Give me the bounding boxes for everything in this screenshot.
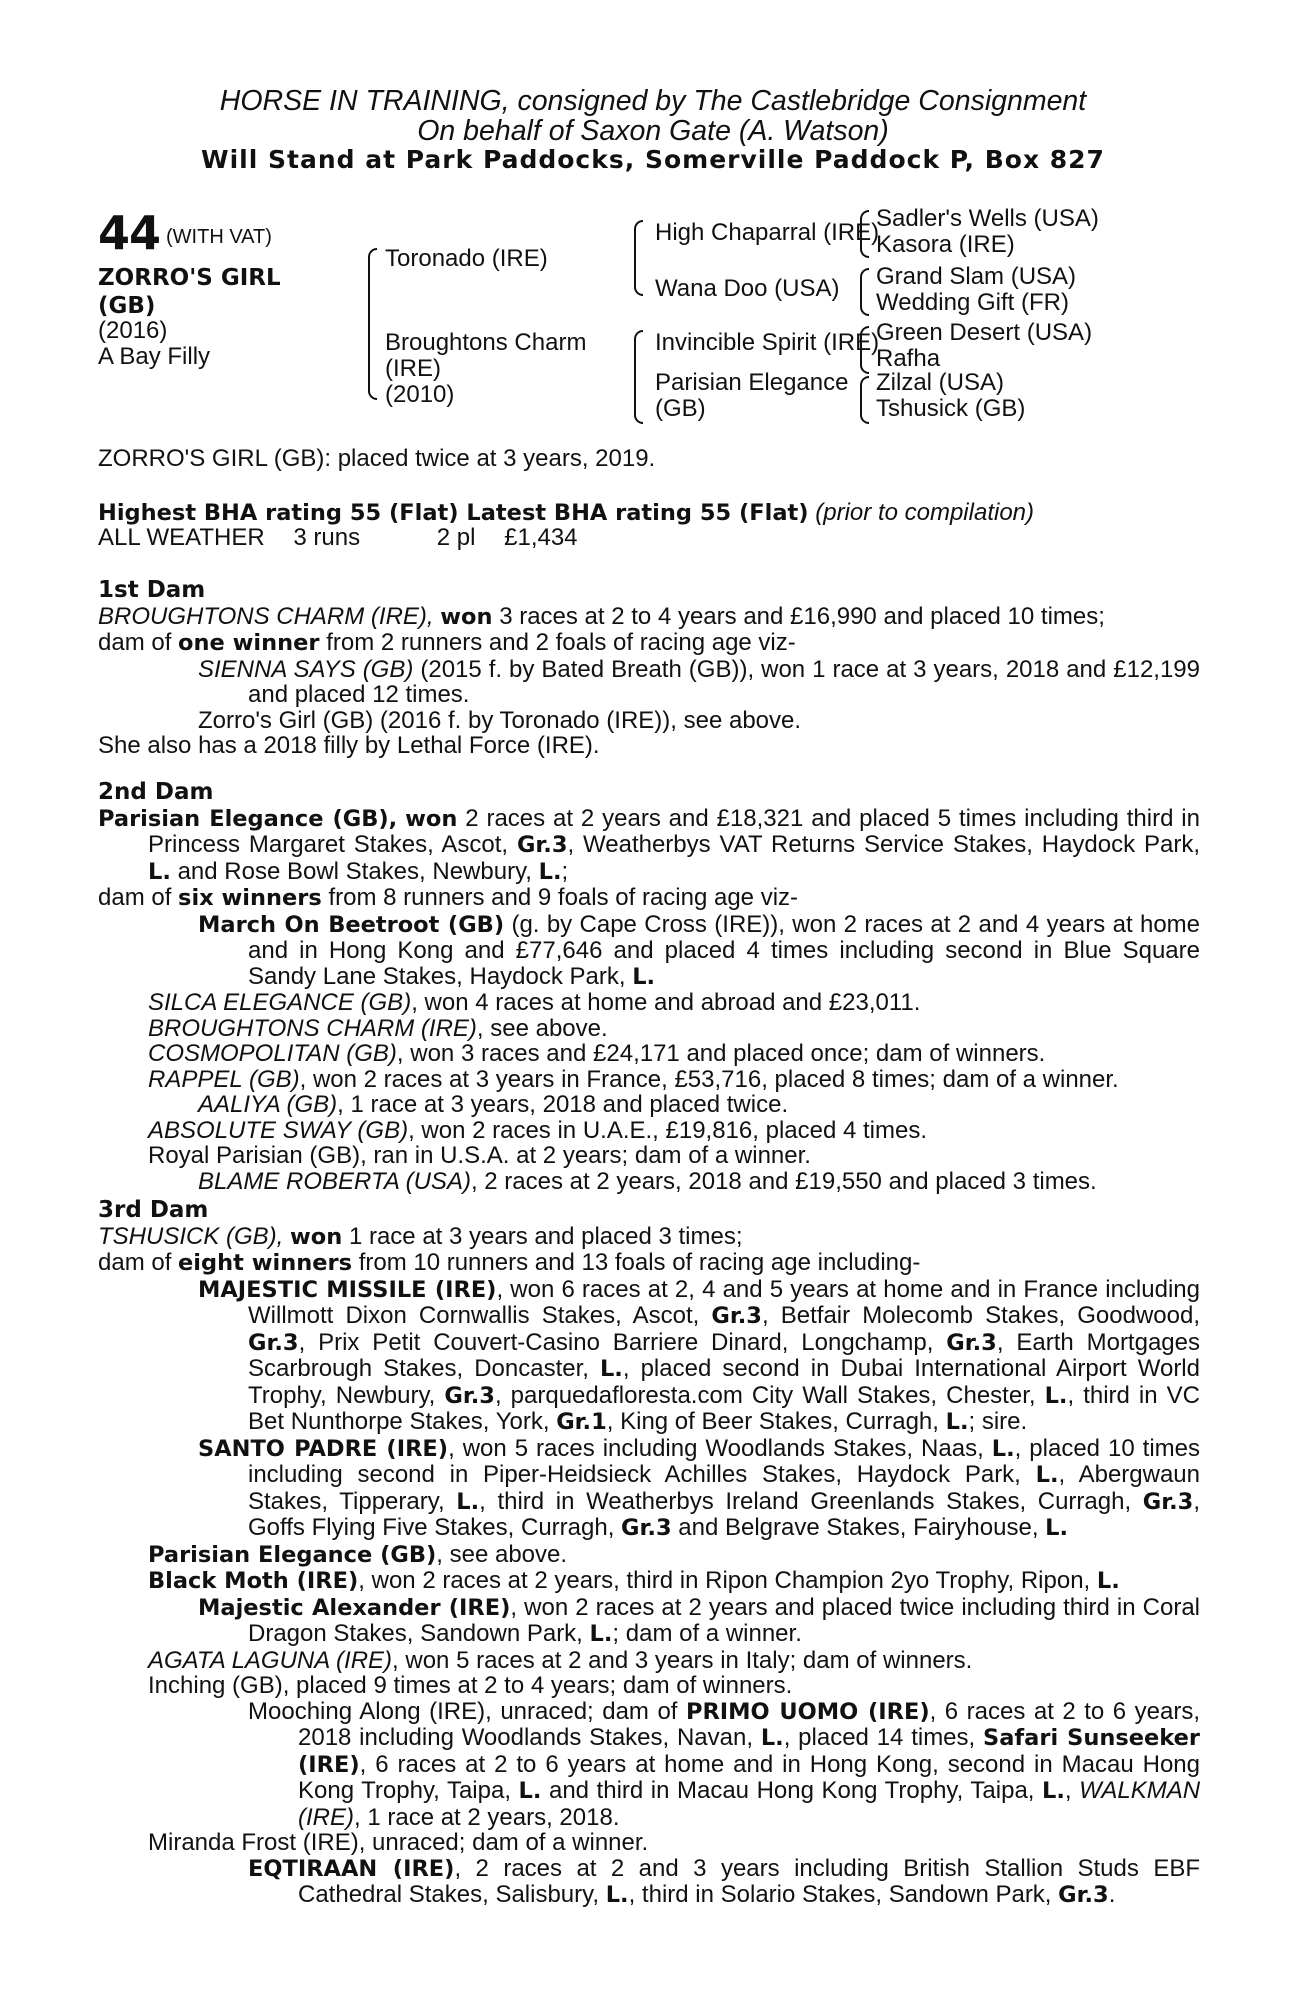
surface-record [98, 525, 1200, 551]
foaling-year: (2016) [98, 317, 168, 344]
produce-eqtiraan: EQTIRAAN (IRE), 2 races at 2 and 3 years including British Stallion Studs EBF Cathedral Stakes, Salisbury, L., third in Solario Stakes, Sandown Park, Gr.3. [248, 1854, 1200, 1908]
produce-black-moth: Black Moth (IRE), won 2 races at 2 years, third in Ripon Champion 2yo Trophy, Ripon, L. [148, 1567, 1120, 1594]
produce-2018-filly: She also has a 2018 filly by Lethal Force (IRE). [98, 732, 600, 759]
horse-name: ZORRO'S GIRL (GB) [98, 265, 281, 319]
dam-sire-sire: Green Desert (USA) [876, 319, 1093, 346]
runs: 3 runs [293, 524, 361, 551]
produce-march-on-beetroot: March On Beetroot (GB) (g. by Cape Cross (IRE)), won 2 races at 2 and 4 years at home and in Hong Kong and £77,646 and placed 4 times including second in Blue Square Sandy Lane Stakes, Haydock Park, L. [198, 910, 1201, 990]
sire-sire: High Chaparral (IRE) [655, 219, 880, 246]
second-dam-section [98, 780, 1200, 1194]
produce-parisian-elegance: Parisian Elegance (GB), see above. [148, 1540, 568, 1568]
first-dam-record: BROUGHTONS CHARM (IRE), won 3 races at 2 to 4 years and £16,990 and placed 10 times; [98, 602, 1105, 630]
pedigree-brace-3a [860, 210, 869, 258]
produce-inching: Inching (GB), placed 9 times at 2 to 4 years; dam of winners. [148, 1672, 793, 1699]
third-dam-produce: dam of eight winners from 10 runners and 13 foals of racing age including- [98, 1249, 921, 1276]
horse-meta [98, 318, 210, 370]
pedigree-brace-dam-side [634, 330, 643, 424]
pedigree-brace-sire-side [634, 220, 643, 296]
consignor-line: HORSE IN TRAINING, consigned by The Castlebridge Consignment [219, 85, 1087, 117]
third-dam-record: TSHUSICK (GB), won 1 race at 3 years and placed 3 times; [98, 1222, 743, 1250]
produce-silca-elegance: SILCA ELEGANCE (GB), won 4 races at home and abroad and £23,011. [148, 989, 921, 1016]
pedigree-brace-3d [860, 376, 869, 424]
sire-dam-dam: Wedding Gift (FR) [876, 289, 1069, 316]
second-dam-heading: 2nd Dam [98, 779, 214, 805]
race-summary: ZORRO'S GIRL (GB): placed twice at 3 years, 2019. [98, 445, 656, 472]
rating-note: (prior to compilation) [815, 499, 1035, 526]
surface: ALL WEATHER [98, 524, 265, 551]
dam-sire-dam: Rafha [876, 345, 941, 372]
third-dam-heading: 3rd Dam [98, 1197, 209, 1223]
first-dam-heading: 1st Dam [98, 577, 206, 603]
lot-heading [98, 206, 272, 260]
produce-zorros-girl: Zorro's Girl (GB) (2016 f. by Toronado (IRE)), see above. [198, 706, 802, 734]
on-behalf-line: On behalf of Saxon Gate (A. Watson) [417, 115, 889, 147]
produce-broughtons-charm: BROUGHTONS CHARM (IRE), see above. [148, 1014, 608, 1042]
dam-sire: Invincible Spirit (IRE) [655, 329, 880, 356]
produce-absolute-sway: ABSOLUTE SWAY (GB), won 2 races in U.A.E., £19,816, placed 4 times. [148, 1116, 928, 1144]
third-dam-section [98, 1198, 1200, 1909]
produce-agata-laguna: AGATA LAGUNA (IRE), won 5 races at 2 and 3 years in Italy; dam of winners. [148, 1646, 973, 1674]
sire-sire-dam: Kasora (IRE) [876, 231, 1015, 258]
produce-santo-padre: SANTO PADRE (IRE), won 5 races including Woodlands Stakes, Naas, L., placed 10 times including second in Piper-Heidsieck Achilles Stakes, Haydock Park, L., Abergwaun Stakes, Tipperary, L., third in Weatherbys Ireland Greenlands Stakes, Curragh, Gr.3, Goffs Flying Five Stakes, Curragh, Gr.3 and Belgrave Stakes, Fairyhouse, L. [198, 1434, 1201, 1541]
produce-mooching-along: Mooching Along (IRE), unraced; dam of PRIMO UOMO (IRE), 6 races at 2 to 6 years, 2018 including Woodlands Stakes, Navan, L., placed 14 times, Safari Sunseeker (IRE), 6 races at 2 to 6 years at home and in Hong Kong, second in Macau Hong Kong Trophy, Taipa, L. and third in Macau Hong Kong Trophy, Taipa, L., WALKMAN (IRE), 1 race at 2 years, 2018. [248, 1697, 1201, 1831]
produce-cosmopolitan: COSMOPOLITAN (GB), won 3 races and £24,171 and placed once; dam of winners. [148, 1040, 1046, 1067]
dam: Broughtons Charm (IRE) (2010) [385, 329, 587, 408]
bha-rating: Highest BHA rating 55 (Flat) Latest BHA rating 55 (Flat) [98, 500, 809, 526]
produce-majestic-missile: MAJESTIC MISSILE (IRE), won 6 races at 2, 4 and 5 years at home and in France including Willmott Dixon Cornwallis Stakes, Ascot, Gr.3, Betfair Molecomb Stakes, Goodwood, Gr.3, Prix Petit Couvert-Casino Barriere Dinard, Longchamp, Gr.3, Earth Mortgages Scarbrough Stakes, Doncaster, L., placed second in Dubai International Airport World Trophy, Newbury, Gr.3, parquedafloresta.com City Wall Stakes, Chester, L., third in VC Bet Nunthorpe Stakes, York, Gr.1, King of Beer Stakes, Curragh, L.; sire. [198, 1275, 1201, 1435]
dam-dam: Parisian Elegance (GB) [655, 369, 849, 422]
produce-royal-parisian: Royal Parisian (GB), ran in U.S.A. at 2 years; dam of a winner. [148, 1142, 811, 1169]
produce-rappel: RAPPEL (GB), won 2 races at 3 years in France, £53,716, placed 8 times; dam of a winner. [148, 1065, 1119, 1093]
produce-aaliya: AALIYA (GB), 1 race at 3 years, 2018 and placed twice. [198, 1091, 789, 1118]
produce-majestic-alexander: Majestic Alexander (IRE), won 2 races at 2 years and placed twice including third in Coral Dragon Stakes, Sandown Park, L.; dam of a winner. [198, 1593, 1200, 1647]
dam-dam-sire: Zilzal (USA) [876, 369, 1005, 396]
produce-sienna-says: SIENNA SAYS (GB) (2015 f. by Bated Breath (GB)), won 1 race at 3 years, 2018 and £12,199 and placed 12 times. [198, 655, 1200, 708]
pedigree-brace-3b [860, 268, 869, 316]
second-dam-record: Parisian Elegance (GB), won 2 races at 2 years and £18,321 and placed 5 times including third in Princess Margaret Stakes, Ascot, Gr.3, Weatherbys VAT Returns Service Stakes, Haydock Park, L. and Rose Bowl Stakes, Newbury, L.; [98, 804, 1200, 885]
rating-line [98, 500, 1200, 527]
horse-description: A Bay Filly [98, 343, 211, 370]
sire-dam: Wana Doo (USA) [655, 275, 840, 302]
lot-number: 44 [98, 206, 161, 260]
pedigree-brace-3c [860, 326, 869, 374]
sire: Toronado (IRE) [385, 245, 548, 272]
earnings: £1,434 [504, 524, 578, 551]
vat-note: (WITH VAT) [166, 226, 272, 248]
first-dam-produce: dam of one winner from 2 runners and 2 foals of racing age viz- [98, 629, 796, 656]
sire-sire-sire: Sadler's Wells (USA) [876, 205, 1099, 232]
second-dam-produce: dam of six winners from 8 runners and 9 foals of racing age viz- [98, 884, 799, 911]
sire-dam-sire: Grand Slam (USA) [876, 263, 1077, 290]
dam-dam-dam: Tshusick (GB) [876, 395, 1026, 422]
pedigree-brace-gen1 [368, 248, 377, 400]
produce-miranda-frost: Miranda Frost (IRE), unraced; dam of a winner. [148, 1829, 649, 1856]
first-dam-section [98, 578, 1200, 759]
placings: 2 pl [436, 524, 476, 551]
stand-location-line: Will Stand at Park Paddocks, Somerville Paddock P, Box 827 [201, 145, 1105, 174]
produce-blame-roberta: BLAME ROBERTA (USA), 2 races at 2 years, 2018 and £19,550 and placed 3 times. [198, 1167, 1097, 1195]
